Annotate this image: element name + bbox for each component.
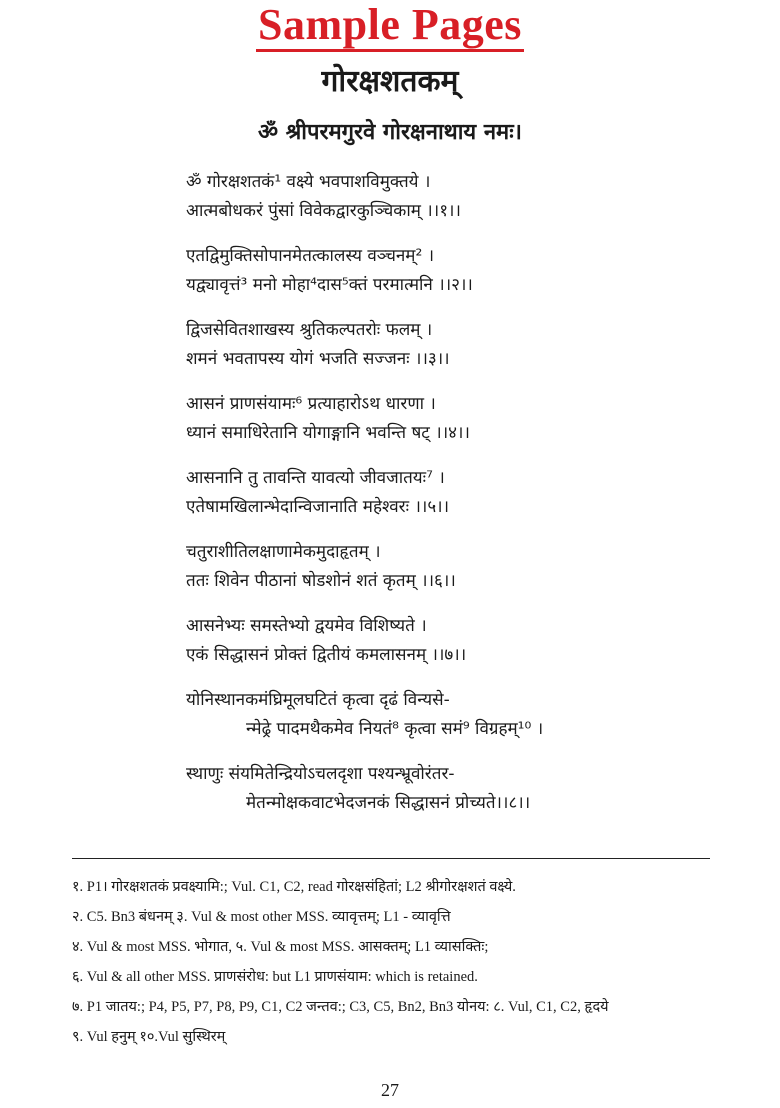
verse-line: एतेषामखिलान्भेदान्विजानाति महेश्वरः ।।५।।: [186, 497, 450, 517]
verse-line: एकं सिद्धासनं प्रोक्तं द्वितीयं कमलासनम् ।।७।।: [186, 645, 467, 665]
verse-list: [186, 168, 746, 818]
footnote-divider: [72, 858, 710, 859]
footnote: ९. Vul हनुम् १०.Vul सुस्थिरम्: [72, 1029, 226, 1045]
verse-1: [186, 168, 746, 226]
verse-line: ततः शिवेन पीठानां षोडशोनं शतं कृतम् ।।६।।: [186, 571, 456, 591]
verse-line: शमनं भवतापस्य योगं भजति सज्जनः ।।३।।: [186, 349, 450, 369]
verse-line: चतुराशीतिलक्षाणामेकमुदाहृतम् ।: [186, 542, 381, 562]
verse-line: स्थाणुः संयमितेन्द्रियोऽचलदृशा पश्यन्भ्रूवोरंतर-: [186, 764, 455, 784]
footnote: ७. P1 जातय:; P4, P5, P7, P8, P9, C1, C2 जन्तव:; C3, C5, Bn2, Bn3 योनय: ८. Vul, C1, C2, हृदये: [72, 999, 609, 1015]
verse-line-indented: मेतन्मोक्षकवाटभेदजनकं सिद्धासनं प्रोच्यते।।८।।: [246, 793, 531, 813]
verse-line-indented: न्मेढ्रे पादमथैकमेव नियतं⁸ कृत्वा समं⁹ विग्रहम्¹⁰ ।: [246, 719, 544, 739]
sample-pages-banner: [0, 2, 780, 52]
verse-line: आसनानि तु तावन्ति यावत्यो जीवजातयः⁷ ।: [186, 468, 445, 488]
verse-line: यद्व्यावृत्तं³ मनो मोहा⁴दास⁵क्तं परमात्मनि ।।२।।: [186, 275, 473, 295]
verse-line: द्विजसेवितशाखस्य श्रुतिकल्पतरोः फलम् ।: [186, 320, 433, 340]
verse-line: आसनेभ्यः समस्तेभ्यो द्वयमेव विशिष्यते ।: [186, 616, 427, 636]
verse-3: [186, 316, 746, 374]
verse-4: [186, 390, 746, 448]
banner-label: Sample Pages: [256, 2, 524, 52]
footnote: २. C5. Bn3 बंधनम् ३. Vul & most other MSS. व्यावृत्तम्; L1 - व्यावृत्ति: [72, 909, 451, 925]
page-number: 27: [381, 1080, 399, 1100]
verse-2: [186, 242, 746, 300]
verse-6: [186, 538, 746, 596]
verse-line: ध्यानं समाधिरेतानि योगाङ्गानि भवन्ति षट् ।।४।।: [186, 423, 470, 443]
verse-7: [186, 612, 746, 670]
footnote: ४. Vul & most MSS. भोगात, ५. Vul & most MSS. आसक्तम्; L1 व्यासक्तिः;: [72, 939, 489, 955]
footnotes: [72, 872, 732, 1052]
verse-5: [186, 464, 746, 522]
verse-8b: [186, 760, 746, 818]
verse-line: एतद्विमुक्तिसोपानमेतत्कालस्य वञ्चनम्² ।: [186, 246, 435, 266]
verse-line: ॐ गोरक्षशतकं¹ वक्ष्ये भवपाशविमुक्तये ।: [186, 172, 431, 192]
invocation-heading: ॐ श्रीपरमगुरवे गोरक्षनाथाय नमः।: [257, 120, 522, 145]
footnote: ६. Vul & all other MSS. प्राणसंरोध: but L1 प्राणसंयाम: which is retained.: [72, 969, 478, 985]
footnote: १. P1। गोरक्षशतकं प्रवक्ष्यामि:; Vul. C1, C2, read गोरक्षसंहितां; L2 श्रीगोरक्षशतं वक्ष्ये.: [72, 879, 516, 895]
verse-line: आत्मबोधकरं पुंसां विवेकद्वारकुञ्चिकाम् ।।१।।: [186, 201, 461, 221]
verse-line: योनिस्थानकमंघ्रिमूलघटितं कृत्वा दृढं विन्यसे-: [186, 690, 450, 710]
page-title: गोरक्षशतकम्: [321, 64, 459, 99]
verse-8a: [186, 686, 746, 744]
verse-line: आसनं प्राणसंयामः⁶ प्रत्याहारोऽथ धारणा ।: [186, 394, 436, 414]
